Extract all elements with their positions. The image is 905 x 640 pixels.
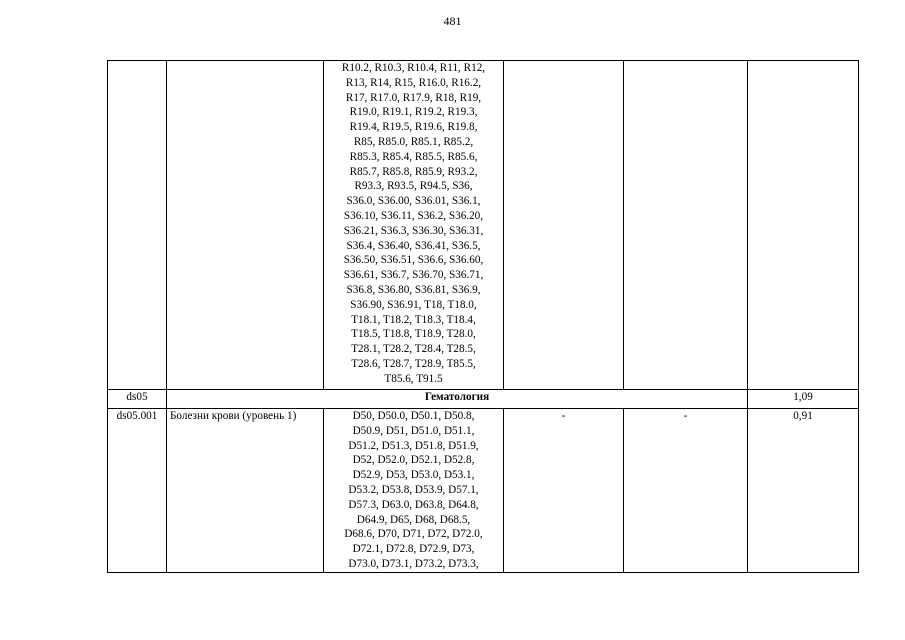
icd-code-line: R85, R85.0, R85.1, R85.2,	[353, 135, 474, 148]
icd-code-line: S36.21, S36.3, S36.30, S36.31,	[343, 224, 484, 237]
icd-code-line: D51.2, D51.3, D51.8, D51.9,	[348, 439, 479, 452]
icd-code-line: T28.6, T28.7, T28.9, T85.5,	[351, 357, 476, 370]
icd-code-line: S36.10, S36.11, S36.2, S36.20,	[343, 209, 484, 222]
icd-code-line: D64.9, D65, D68, D68.5,	[356, 513, 471, 526]
table-row	[108, 61, 859, 390]
icd-code-line: R17, R17.0, R17.9, R18, R19,	[345, 91, 482, 104]
icd-code-line: S36.4, S36.40, S36.41, S36.5,	[346, 239, 481, 252]
icd-code-line: D53.2, D53.8, D53.9, D57.1,	[348, 483, 479, 496]
icd-code-line: T18.1, T18.2, T18.3, T18.4,	[351, 313, 476, 326]
icd-code-line: D57.3, D63.0, D63.8, D64.8,	[348, 498, 479, 511]
icd-code-line: R85.7, R85.8, R85.9, R93.2,	[349, 165, 478, 178]
icd-code-line: D73.0, D73.1, D73.2, D73.3,	[348, 557, 479, 570]
icd-code-line: S36.61, S36.7, S36.70, S36.71,	[343, 269, 484, 282]
page-number: 481	[443, 14, 462, 28]
group-coefficient-cell: 1,09	[748, 390, 859, 409]
icd-code-line: S36.90, S36.91, T18, T18.0,	[350, 298, 477, 311]
icd-code-line: D52, D52.0, D52.1, D52.8,	[352, 454, 475, 467]
icd-code-line: T28.1, T28.2, T28.4, T28.5,	[351, 343, 476, 356]
group-title-cell: Гематология	[167, 390, 748, 409]
icd-code-line: S36.50, S36.51, S36.6, S36.60,	[343, 254, 484, 267]
column-5-cell	[624, 61, 748, 390]
row-name-cell: Болезни крови (уровень 1)	[167, 409, 324, 573]
icd-code-line: D72.1, D72.8, D72.9, D73,	[352, 543, 475, 556]
row-name-cell	[167, 61, 324, 390]
icd-code-line: R19.4, R19.5, R19.6, R19.8,	[349, 121, 478, 134]
icd-code-line: D50.9, D51, D51.0, D51.1,	[352, 424, 475, 437]
coefficient-cell: 0,91	[748, 409, 859, 573]
icd-codes-cell	[324, 409, 504, 573]
column-5-cell: -	[624, 409, 748, 573]
icd-code-line: T18.5, T18.8, T18.9, T28.0,	[351, 328, 476, 341]
icd-code-line: R19.0, R19.1, R19.2, R19.3,	[349, 106, 478, 119]
icd-code-line: D68.6, D70, D71, D72, D72.0,	[344, 528, 483, 541]
tariff-table	[107, 60, 859, 573]
icd-code-line: S36.8, S36.80, S36.81, S36.9,	[346, 283, 481, 296]
coefficient-cell	[748, 61, 859, 390]
icd-codes-cell	[324, 61, 504, 390]
row-code-cell	[108, 61, 167, 390]
icd-code-line: T85.6, T91.5	[384, 372, 443, 385]
column-4-cell	[504, 61, 624, 390]
icd-code-line: S36.0, S36.00, S36.01, S36.1,	[346, 195, 481, 208]
group-code-cell: ds05	[108, 390, 167, 409]
icd-code-line: D50, D50.0, D50.1, D50.8,	[352, 410, 475, 422]
icd-code-line: R93.3, R93.5, R94.5, S36,	[354, 180, 473, 193]
icd-code-line: R10.2, R10.3, R10.4, R11, R12,	[341, 62, 486, 74]
row-code-cell: ds05.001	[108, 409, 167, 573]
icd-code-line: R13, R14, R15, R16.0, R16.2,	[345, 76, 482, 89]
group-header-row	[108, 390, 859, 409]
column-4-cell: -	[504, 409, 624, 573]
icd-code-line: D52.9, D53, D53.0, D53.1,	[352, 469, 475, 482]
table-row	[108, 409, 859, 573]
icd-code-line: R85.3, R85.4, R85.5, R85.6,	[349, 150, 478, 163]
